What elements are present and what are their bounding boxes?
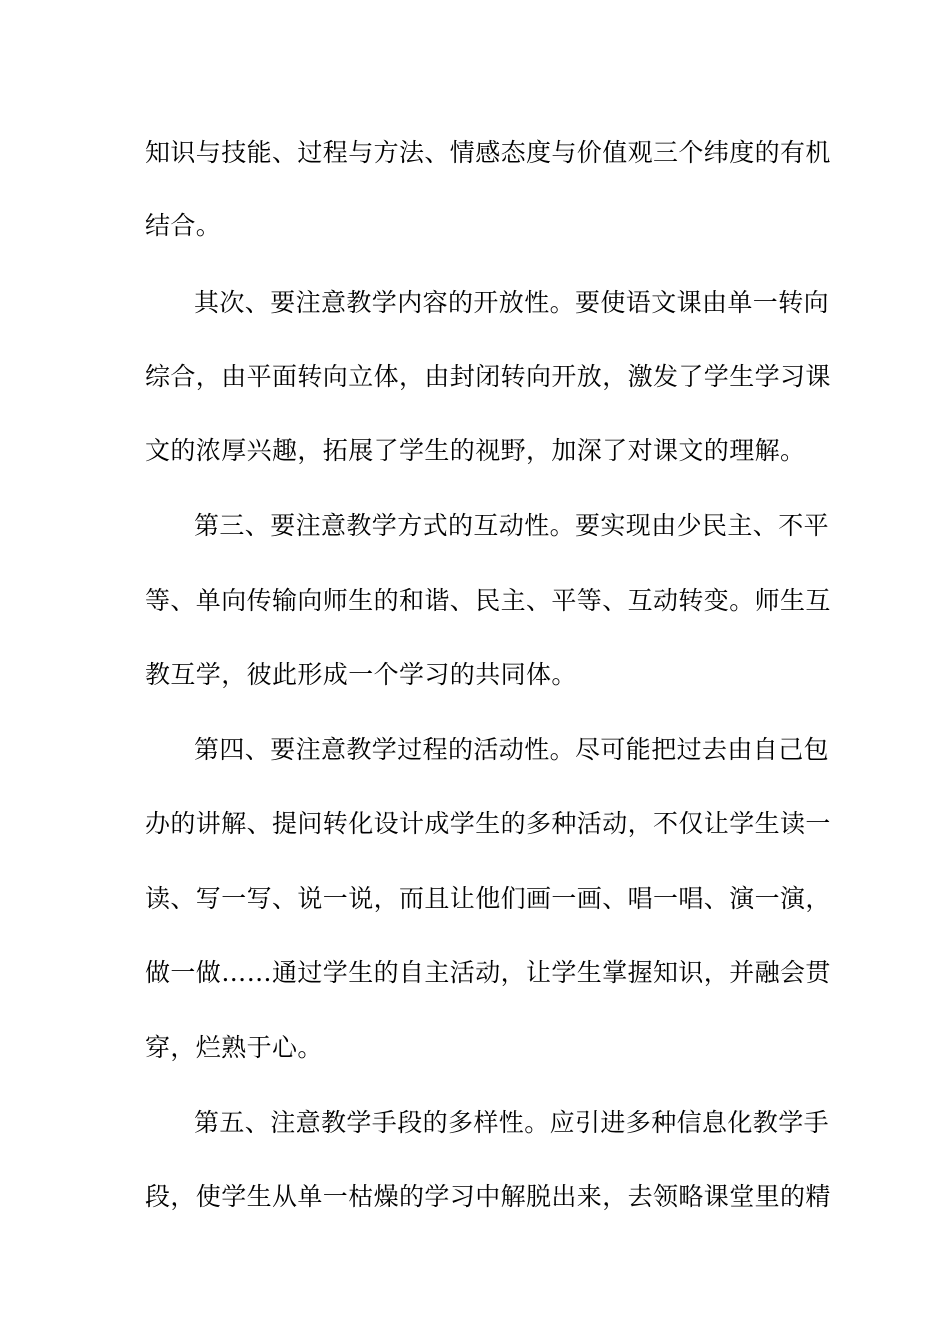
paragraph-start-line: 第三、要注意教学方式的互动性。要实现由少民主、不平 — [194, 511, 830, 540]
paragraph-start-line: 第五、注意教学手段的多样性。应引进多种信息化教学手 — [194, 1108, 830, 1137]
text-line-2: 结合。 — [145, 211, 222, 240]
text-line-15: 段，使学生从单一枯燥的学习中解脱出来，去领略课堂里的精 — [145, 1182, 831, 1211]
paragraph-start-line: 第四、要注意教学过程的活动性。尽可能把过去由自己包 — [194, 735, 830, 764]
text-line-13: 穿，烂熟于心。 — [145, 1033, 323, 1062]
text-line-11: 读、写一写、说一说，而且让他们画一画、唱一唱、演一演， — [145, 884, 831, 913]
text-line-12: 做一做……通过学生的自主活动，让学生掌握知识，并融会贯 — [145, 958, 831, 987]
text-line-1: 知识与技能、过程与方法、情感态度与价值观三个纬度的有机 — [145, 138, 831, 167]
text-line-5: 文的浓厚兴趣，拓展了学生的视野，加深了对课文的理解。 — [145, 436, 806, 465]
text-line-8: 教互学，彼此形成一个学习的共同体。 — [145, 660, 577, 689]
text-line-10: 办的讲解、提问转化设计成学生的多种活动，不仅让学生读一 — [145, 809, 831, 838]
paragraph-start-line: 其次、要注意教学内容的开放性。要使语文课由单一转向 — [194, 288, 830, 317]
text-line-4: 综合，由平面转向立体，由封闭转向开放，激发了学生学习课 — [145, 362, 831, 391]
text-line-7: 等、单向传输向师生的和谐、民主、平等、互动转变。师生互 — [145, 586, 831, 615]
